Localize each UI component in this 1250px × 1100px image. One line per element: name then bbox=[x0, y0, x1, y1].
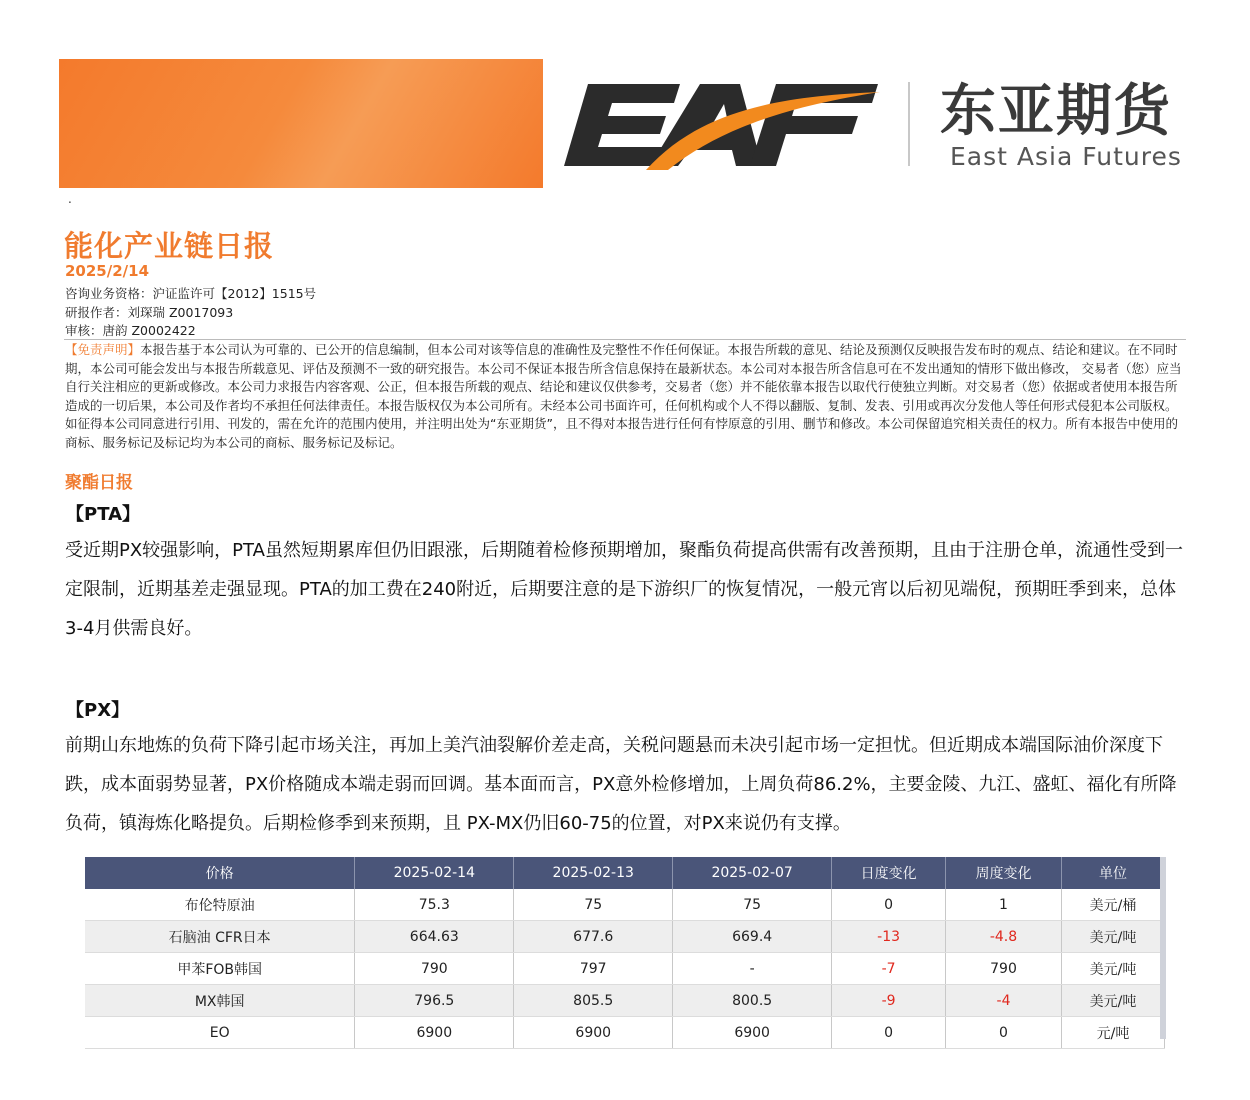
table-cell: 美元/桶 bbox=[1061, 889, 1164, 921]
table-cell: 美元/吨 bbox=[1061, 953, 1164, 985]
table-header-cell: 周度变化 bbox=[946, 857, 1062, 889]
table-cell: 796.5 bbox=[355, 985, 514, 1017]
table-cell: 75 bbox=[673, 889, 832, 921]
table-cell: 美元/吨 bbox=[1061, 985, 1164, 1017]
table-row bbox=[85, 985, 1165, 1017]
table-cell: 664.63 bbox=[355, 921, 514, 953]
pta-paragraph: 受近期PX较强影响，PTA虽然短期累库但仍旧跟涨，后期随着检修预期增加，聚酯负荷提高供需有改善预期，且由于注册仓单，流通性受到一定限制，近期基差走强显现。PTA的加工费在240附近，后期要注意的是下游织厂的恢复情况，一般元宵以后初见端倪，预期旺季到来，总体3-4月供需良好。 bbox=[65, 540, 1183, 639]
header-banner bbox=[59, 59, 543, 188]
table-cell: 805.5 bbox=[514, 985, 673, 1017]
table-row bbox=[85, 889, 1165, 921]
table-cell: 0 bbox=[946, 1017, 1062, 1049]
table-cell: 75 bbox=[514, 889, 673, 921]
brand-name-cn: 东亚期货 bbox=[940, 79, 1172, 144]
table-body bbox=[85, 889, 1165, 1049]
qualification-line: 咨询业务资格：沪证监许可【2012】1515号 bbox=[65, 286, 317, 301]
eaf-logo bbox=[550, 70, 890, 180]
table-cell: 75.3 bbox=[355, 889, 514, 921]
table-cell: -9 bbox=[832, 985, 946, 1017]
table-row bbox=[85, 953, 1165, 985]
report-date: 2025/2/14 bbox=[65, 262, 150, 280]
divider-line bbox=[64, 339, 1186, 340]
pta-heading: 【PTA】 bbox=[66, 504, 141, 525]
table-cell: 669.4 bbox=[673, 921, 832, 953]
table-header-cell: 价格 bbox=[85, 857, 355, 889]
table-cell: 甲苯FOB韩国 bbox=[85, 953, 355, 985]
table-row bbox=[85, 1017, 1165, 1049]
report-title: 能化产业链日报 bbox=[64, 229, 275, 263]
brand-name-en: East Asia Futures bbox=[950, 142, 1182, 171]
table-cell: 元/吨 bbox=[1061, 1017, 1164, 1049]
reviewer-line: 审核：唐韵 Z0002422 bbox=[65, 323, 196, 338]
table-cell: -4.8 bbox=[946, 921, 1062, 953]
table-cell: 6900 bbox=[514, 1017, 673, 1049]
px-paragraph: 前期山东地炼的负荷下降引起市场关注，再加上美汽油裂解价差走高，关税问题悬而未决引起市场一定担忧。但近期成本端国际油价深度下跌，成本面弱势显著，PX价格随成本端走弱而回调。基本面而言，PX意外检修增加，上周负荷86.2%，主要金陵、九江、盛虹、福化有所降负荷，镇海炼化略提负。后期检修季到来预期，且 PX-MX仍旧60-75的位置，对PX来说仍有支撑。 bbox=[65, 735, 1177, 834]
author-line: 研报作者：刘琛瑞 Z0017093 bbox=[65, 305, 234, 320]
table-cell: 790 bbox=[355, 953, 514, 985]
table-header-cell: 2025-02-07 bbox=[673, 857, 832, 889]
disclaimer-text: 本报告基于本公司认为可靠的、已公开的信息编制，但本公司对该等信息的准确性及完整性不作任何保证。本报告所载的意见、结论及预测仅反映报告发布时的观点、结论和建议。在不同时期，本公司可能会发出与本报告所载意见、评估及预测不一致的研究报告。本公司不保证本报告所含信息保持在最新状态。本公司对本报告所含信息可在不发出通知的情形下做出修改， 交易者（您）应当自行关注相应的更新或修改。本公司力求报告内容客观、公正，但本报告所载的观点、结论和建议仅供参考，交易者（您）并不能依靠本报告以取代行使独立判断。对交易者（您）依据或者使用本报告所造成的一切后果，本公司及作者均不承担任何法律责任。本报告版权仅为本公司所有。未经本公司书面许可，任何机构或个人不得以翻版、复制、发表、引用或再次分发他人等任何形式侵犯本公司版权。如征得本公司同意进行引用、刊发的，需在允许的范围内使用，并注明出处为“东亚期货”，且不得对本报告进行任何有悖原意的引用、删节和修改。本公司保留追究相关责任的权力。所有本报告中使用的商标、服务标记及标记均为本公司的商标、服务标记及标记。 bbox=[65, 342, 1182, 450]
table-header-cell: 日度变化 bbox=[832, 857, 946, 889]
table-header-cell: 2025-02-14 bbox=[355, 857, 514, 889]
table-cell: -7 bbox=[832, 953, 946, 985]
table-header-cell: 单位 bbox=[1061, 857, 1164, 889]
table-cell: 790 bbox=[946, 953, 1062, 985]
disclaimer-tag: 【免责声明】 bbox=[65, 342, 141, 357]
price-table bbox=[85, 857, 1165, 1049]
table-cell: 6900 bbox=[673, 1017, 832, 1049]
table-cell: MX韩国 bbox=[85, 985, 355, 1017]
table-row bbox=[85, 921, 1165, 953]
table-cell: 布伦特原油 bbox=[85, 889, 355, 921]
section-title: 聚酯日报 bbox=[65, 473, 133, 493]
table-header-cell: 2025-02-13 bbox=[514, 857, 673, 889]
table-cell: 美元/吨 bbox=[1061, 921, 1164, 953]
table-cell: -4 bbox=[946, 985, 1062, 1017]
table-cell: 677.6 bbox=[514, 921, 673, 953]
px-heading: 【PX】 bbox=[66, 700, 130, 721]
logo-divider bbox=[908, 82, 910, 166]
table-cell: 石脑油 CFR日本 bbox=[85, 921, 355, 953]
table-cell: EO bbox=[85, 1017, 355, 1049]
header-dot: . bbox=[68, 192, 72, 206]
table-cell: 800.5 bbox=[673, 985, 832, 1017]
table-cell: 6900 bbox=[355, 1017, 514, 1049]
table-header-row bbox=[85, 857, 1165, 889]
table-cell: 0 bbox=[832, 889, 946, 921]
table-cell: 1 bbox=[946, 889, 1062, 921]
table-edge bbox=[1160, 857, 1166, 1039]
table-cell: 797 bbox=[514, 953, 673, 985]
table-cell: - bbox=[673, 953, 832, 985]
table-cell: -13 bbox=[832, 921, 946, 953]
disclaimer-block bbox=[65, 341, 1187, 452]
table-cell: 0 bbox=[832, 1017, 946, 1049]
